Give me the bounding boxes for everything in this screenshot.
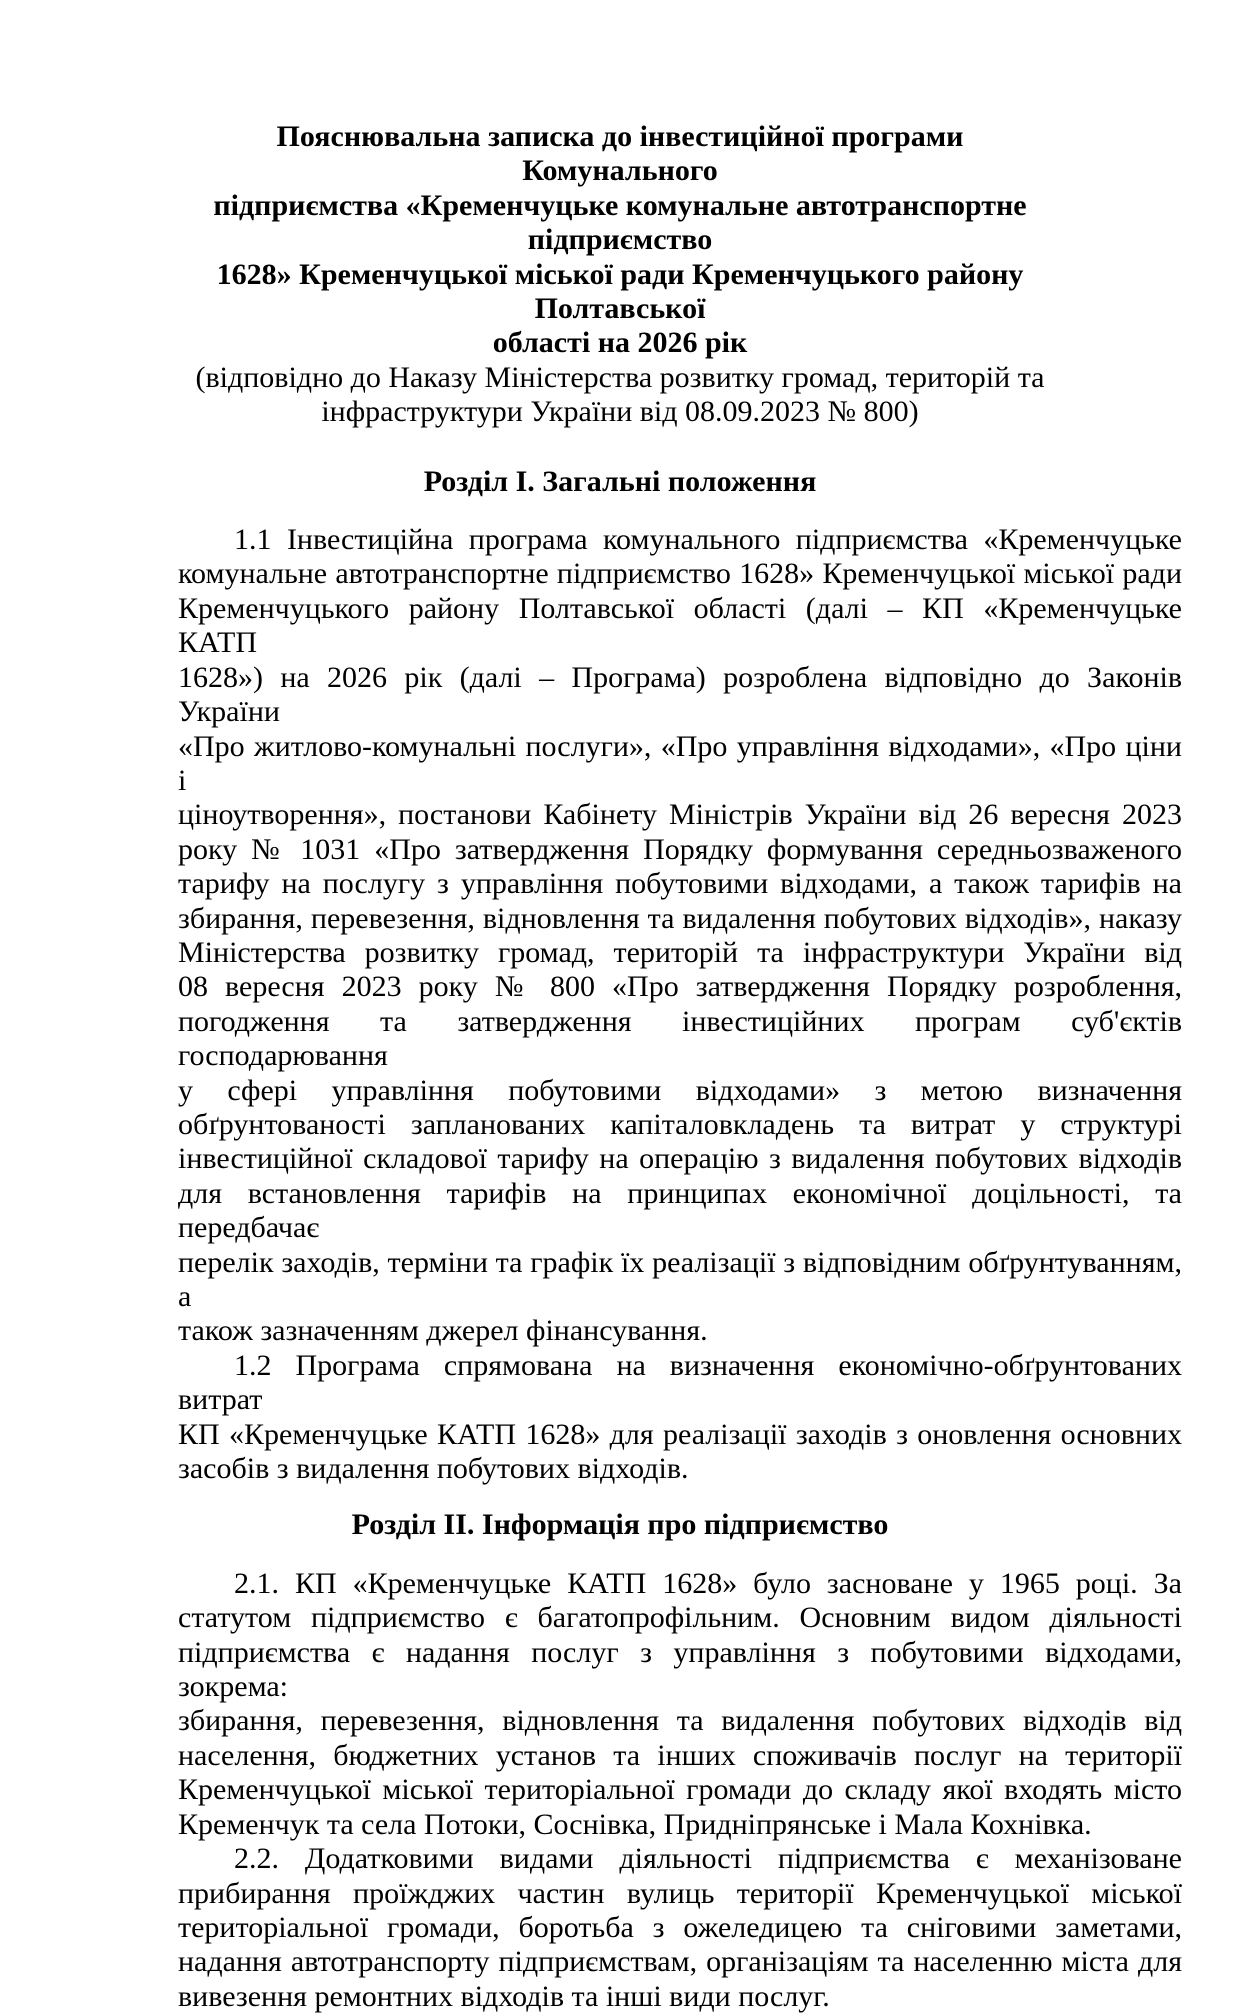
text-line: 2.2. Додатковими видами діяльності підприємства є механізоване [234,1842,1182,1876]
paragraph-2-1 [178,1567,1182,1842]
text-line: року № 1031 «Про затвердження Порядку формування середньозваженого [178,832,1182,866]
text-line: територіальної громади, боротьба з ожеледицею та сніговими заметами, [178,1910,1182,1944]
text-line: надання автотранспорту підприємствам, організаціям та населенню міста для [178,1945,1182,1979]
document-title: Пояснювальна записка до інвестиційної програми Комунального підприємства «Кременчуцьке комунальне автотранспортне підприємство 1628» Кременчуцької міської ради Кременчуцького району Полтавської області на 2026 рік [213,120,1027,360]
text-line: у сфері управління побутовими відходами» з метою визначення [178,1073,1182,1107]
text-line: Кременчуцького району Полтавської області (далі – КП «Кременчуцьке КАТП [178,591,1182,660]
text-line: 2.1. КП «Кременчуцьке КАТП 1628» було засноване у 1965 році. За [234,1566,1182,1600]
document-subtitle: (відповідно до Наказу Міністерства розвитку громад, територій та інфраструктури України від 08.09.2023 № 800) [195,360,1045,429]
text-line: Міністерства розвитку громад, територій та інфраструктури України від [178,935,1182,969]
text-line: обґрунтованості запланованих капіталовкладень та витрат у структурі [178,1107,1182,1141]
text-line: 08 вересня 2023 року № 800 «Про затвердження Порядку розроблення, [178,970,1182,1004]
text-line: засобів з видалення побутових відходів. [178,1452,689,1486]
paragraph-1-2 [178,1349,1182,1487]
section-2-heading: Розділ ІІ. Інформація про підприємство [351,1508,889,1542]
text-line: 1.2 Програма спрямована на визначення економічно-обґрунтованих витрат [178,1348,1182,1417]
paragraph-2-2 [178,1842,1182,2014]
text-line: погодження та затвердження інвестиційних програм суб'єктів господарювання [178,1004,1182,1073]
section-1-heading: Розділ І. Загальні положення [423,464,817,498]
text-line: тарифу на послугу з управління побутовими відходами, а також тарифів на [178,867,1182,901]
text-line: збирання, перевезення, відновлення та видалення побутових відходів», наказу [178,901,1182,935]
text-line: статутом підприємство є багатопрофільним. Основним видом діяльності [178,1601,1182,1635]
section-company-info [178,1508,1182,2014]
text-line: Кременчуцької міської територіальної громади до складу якої входять місто [178,1773,1182,1807]
paragraph-1-1 [178,523,1182,1349]
text-line: вивезення ремонтних відходів та інші види послуг. [178,1979,830,2013]
text-line: «Про житлово-комунальні послуги», «Про управління відходами», «Про ціни і [178,729,1182,797]
text-line: інвестиційної складової тарифу на операцію з видалення побутових відходів [178,1142,1182,1176]
text-line: ціноутворення», постанови Кабінету Міністрів України від 26 вересня 2023 [178,798,1182,832]
text-line: населення, бюджетних установ та інших споживачів послуг на території [178,1738,1182,1772]
text-line: перелік заходів, терміни та графік їх реалізації з відповідним обґрунтуванням, а [178,1245,1182,1313]
text-line: для встановлення тарифів на принципах економічної доцільності, та передбачає [178,1176,1182,1245]
text-line: прибирання проїжджих частин вулиць території Кременчуцької міської [178,1876,1182,1910]
text-line: також зазначенням джерел фінансування. [178,1314,708,1348]
text-line: Кременчук та села Потоки, Соснівка, Придніпрянське і Мала Кохнівка. [178,1807,1092,1841]
text-line: підприємства є надання послуг з управління з побутовими відходами, зокрема: [178,1635,1182,1704]
text-line: збирання, перевезення, відновлення та видалення побутових відходів від [178,1704,1182,1738]
section-general-provisions [178,465,1182,1487]
text-line: КП «Кременчуцьке КАТП 1628» для реалізації заходів з оновлення основних [178,1417,1182,1451]
text-line: 1628») на 2026 рік (далі – Програма) розроблена відповідно до Законів України [178,660,1182,729]
text-line: 1.1 Інвестиційна програма комунального підприємства «Кременчуцьке [234,523,1182,557]
text-line: комунальне автотранспортне підприємство 1628» Кременчуцької міської ради [178,557,1182,591]
